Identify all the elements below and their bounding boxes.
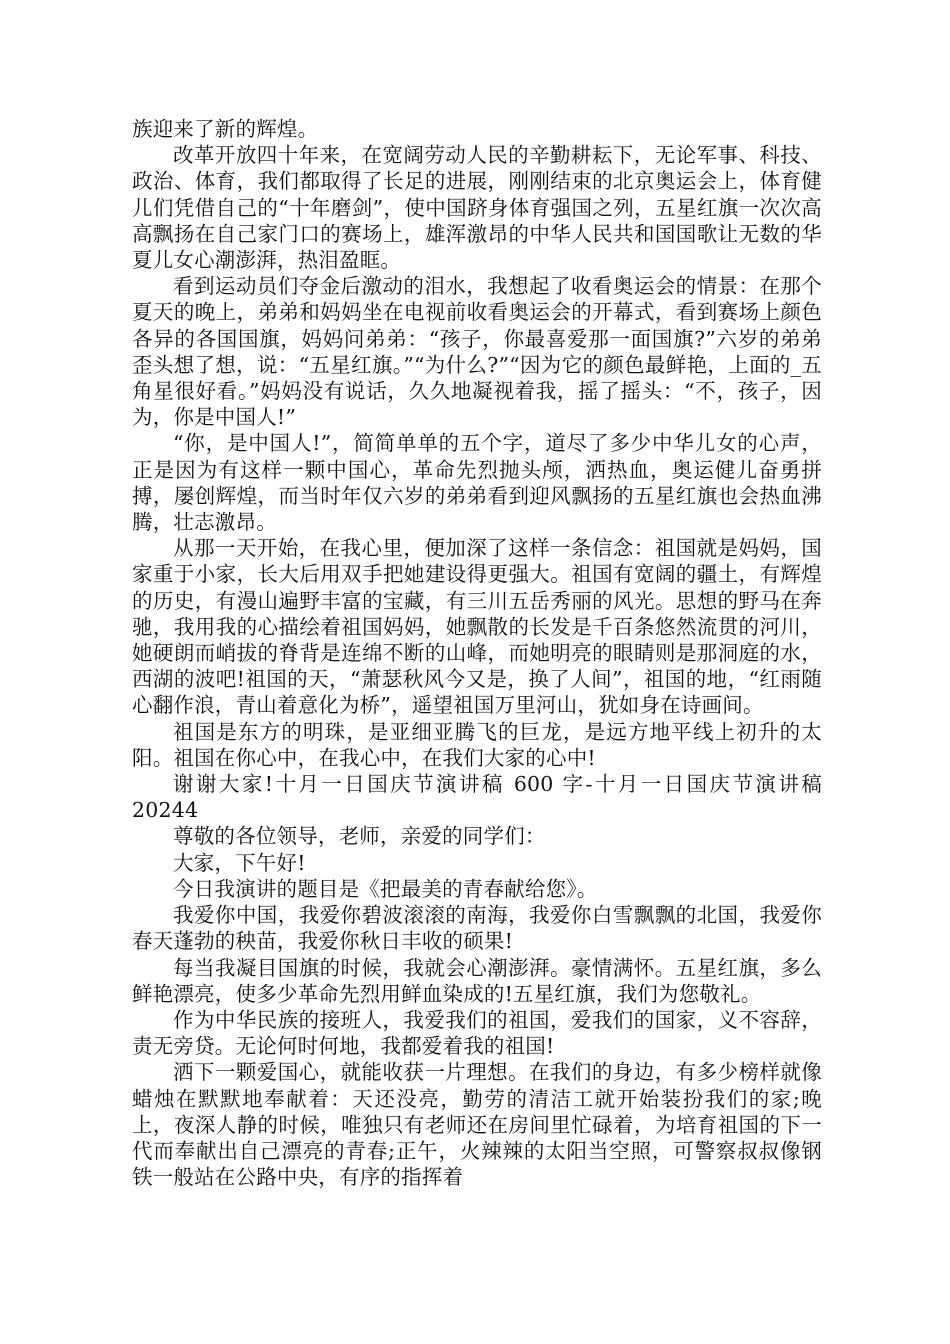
paragraph-14: 洒下一颗爱国心，就能收获一片理想。在我们的身边，有多少榜样就像蜡烛在默默地奉献着：天还没亮，勤劳的清洁工就开始装扮我们的家;晚上，夜深人静的时候，唯独只有老师还在房间里忙碌着，为培育祖国的下一代而奉献出自己漂亮的青春;正午，火辣辣的太阳当空照，可警察叔叔像钢铁一般站在公路中央，有序的指挥着 bbox=[132, 1060, 822, 1190]
paragraph-2: 改革开放四十年来，在宽阔劳动人民的辛勤耕耘下，无论军事、科技、政治、体育，我们都取得了长足的进展，刚刚结束的北京奥运会上，体育健儿们凭借自己的“十年磨剑”，使中国跻身体育强国之列，五星红旗一次次高高飘扬在自己家门口的赛场上，雄浑激昂的中华人民共和国国歌让无数的华夏儿女心潮澎湃，热泪盈眶。 bbox=[132, 143, 822, 273]
paragraph-5: 从那一天开始，在我心里，便加深了这样一条信念：祖国就是妈妈，国家重于小家，长大后用双手把她建设得更强大。祖国有宽阔的疆土，有辉煌的历史，有漫山遍野丰富的宝藏，有三川五岳秀丽的风光。思想的野马在奔驰，我用我的心描绘着祖国妈妈，她飘散的长发是千百条悠然流贯的河川，她硬朗而峭拔的脊背是连绵不断的山峰，而她明亮的眼睛则是那洞庭的水，西湖的波吧!祖国的天，“萧瑟秋风今又是，换了人间”，祖国的地，“红雨随心翻作浪，青山着意化为桥”，遥望祖国万里河山，犹如身在诗画间。 bbox=[132, 536, 822, 718]
paragraph-4: “你，是中国人!”，简简单单的五个字，道尽了多少中华儿女的心声，正是因为有这样一颗中国心，革命先烈抛头颅，洒热血，奥运健儿奋勇拼搏，屡创辉煌，而当时年仅六岁的弟弟看到迎风飘扬的五星红旗也会热血沸腾，壮志激昂。 bbox=[132, 431, 822, 535]
paragraph-9: 大家，下午好! bbox=[173, 850, 306, 875]
document-body bbox=[132, 116, 829, 1190]
paragraph-10: 今日我演讲的题目是《把最美的青春献给您》。 bbox=[173, 876, 598, 901]
paragraph-3: 看到运动员们夺金后激动的泪水，我想起了收看奥运会的情景：在那个夏天的晚上，弟弟和妈妈坐在电视前收看奥运会的开幕式，看到赛场上颜色各异的各国国旗，妈妈问弟弟：“孩子，你最喜爱那一面国旗?”六岁的弟弟歪头想了想，说：“五星红旗。”“为什么?”“因为它的颜色最鲜艳，上面的_五角星很好看。”妈妈没有说话，久久地凝视着我，摇了摇头：“不，孩子，因为，你是中国人!” bbox=[132, 274, 822, 430]
paragraph-6: 祖国是东方的明珠，是亚细亚腾飞的巨龙，是远方地平线上初升的太阳。祖国在你心中，在我心中，在我们大家的心中! bbox=[132, 719, 822, 770]
paragraph-13: 作为中华民族的接班人，我爱我们的祖国，爱我们的国家，义不容辞，责无旁贷。无论何时何地，我都爱着我的祖国! bbox=[132, 1007, 822, 1059]
paragraph-1: 族迎来了新的辉煌。 bbox=[132, 117, 319, 141]
paragraph-7: 谢谢大家!十月一日国庆节演讲稿 600 字-十月一日国庆节演讲稿 20244 bbox=[132, 772, 829, 823]
paragraph-12: 每当我凝目国旗的时候，我就会心潮澎湃。豪情满怀。五星红旗，多么鲜艳漂亮，使多少革命先烈用鲜血染成的!五星红旗，我们为您敬礼。 bbox=[132, 955, 822, 1006]
paragraph-11: 我爱你中国，我爱你碧波滚滚的南海，我爱你白雪飘飘的北国，我爱你春天蓬勃的秧苗，我爱你秋日丰收的硕果! bbox=[132, 903, 822, 954]
paragraph-8: 尊敬的各位领导，老师，亲爱的同学们： bbox=[173, 824, 546, 849]
